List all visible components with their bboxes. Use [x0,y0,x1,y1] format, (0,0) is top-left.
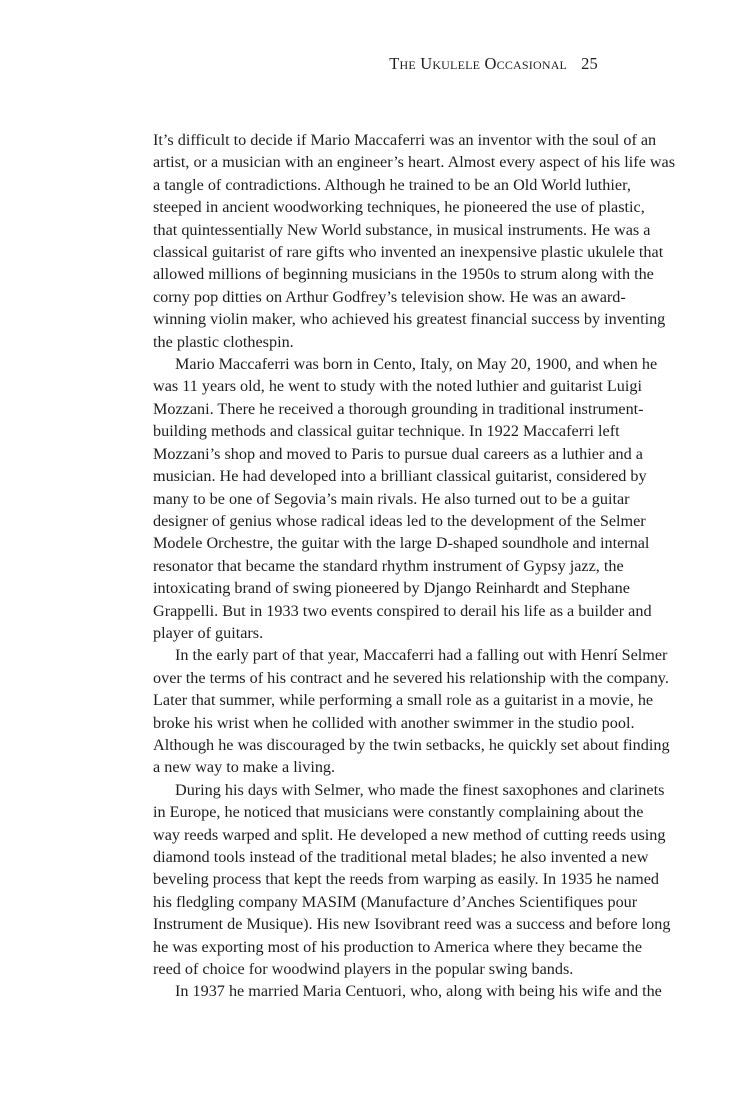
text-line: in Europe, he noticed that musicians were constantly complaining about the [153,803,644,822]
text-line: corny pop ditties on Arthur Godfrey’s television show. He was an award- [153,287,626,306]
text-line: winning violin maker, who achieved his greatest financial success by inventing [153,310,666,329]
body-text [131,129,676,1003]
text-line: intoxicating brand of swing pioneered by Django Reinhardt and Stephane [153,579,630,598]
text-line: Although he was discouraged by the twin setbacks, he quickly set about finding [153,735,670,754]
text-line: reed of choice for woodwind players in the popular swing bands. [153,960,574,979]
text-line: During his days with Selmer, who made the finest saxophones and clarinets [175,780,665,799]
text-line: It’s difficult to decide if Mario Maccaferri was an inventor with the soul of an [153,131,657,149]
text-line: Mozzani’s shop and moved to Paris to pursue dual careers as a luthier and a [153,444,643,463]
text-line: designer of genius whose radical ideas led to the development of the Selmer [153,511,646,530]
text-line: that quintessentially New World substance, in musical instruments. He was a [153,220,651,239]
text-line: many to be one of Segovia’s main rivals. He also turned out to be a guitar [153,489,630,508]
text-line: Mario Maccaferri was born in Cento, Italy, on May 20, 1900, and when he [175,355,658,374]
text-line: way reeds warped and split. He developed a new method of cutting reeds using [153,825,666,844]
text-line: over the terms of his contract and he severed his relationship with the company. [153,668,669,687]
text-line: broke his wrist when he collided with another swimmer in the studio pool. [153,713,635,732]
text-line: he was exporting most of his production to America where they became the [153,937,643,956]
text-line: a tangle of contradictions. Although he trained to be an Old World luthier, [153,175,631,194]
text-line: In 1937 he married Maria Centuori, who, along with being his wife and the [175,982,662,1001]
paragraph [131,980,662,1002]
text-line: beveling process that kept the reeds from warping as easily. In 1935 he named [153,870,660,889]
text-line: classical guitarist of rare gifts who invented an inexpensive plastic ukulele that [153,243,664,262]
paragraph [131,353,658,644]
paragraph [131,779,671,981]
text-line: building methods and classical guitar technique. In 1922 Maccaferri left [153,422,620,441]
running-head-title: The Ukulele Occasional [389,54,568,73]
text-line: his fledgling company MASIM (Manufacture d’Anches Scientifiques pour [153,892,638,911]
text-line: Later that summer, while performing a small role as a guitarist in a movie, he [153,691,654,710]
text-line: musician. He had developed into a brilliant classical guitarist, considered by [153,467,647,486]
text-line: Modele Orchestre, the guitar with the large D-shaped soundhole and internal [153,534,650,553]
text-line: steeped in ancient woodworking techniques, he pioneered the use of plastic, [153,198,645,217]
text-line: resonator that became the standard rhythm instrument of Gypsy jazz, the [153,556,624,575]
paragraph [131,644,670,778]
text-line: Mozzani. There he received a thorough grounding in traditional instrument- [153,399,644,418]
page-number: 25 [581,54,598,73]
text-line: allowed millions of beginning musicians in the 1950s to strum along with the [153,265,654,284]
running-head [389,54,598,74]
text-line: a new way to make a living. [153,758,336,777]
paragraph [131,129,676,353]
text-line: player of guitars. [153,623,264,642]
text-line: diamond tools instead of the traditional metal blades; he also invented a new [153,848,649,866]
text-line: In the early part of that year, Maccaferri had a falling out with Henrí Selmer [175,646,668,665]
text-line: was 11 years old, he went to study with the noted luthier and guitarist Luigi [153,377,642,396]
text-line: the plastic clothespin. [153,332,294,351]
text-line: artist, or a musician with an engineer’s heart. Almost every aspect of his life was [153,153,676,172]
text-line: Grappelli. But in 1933 two events conspired to derail his life as a builder and [153,601,652,620]
text-line: Instrument de Musique). His new Isovibrant reed was a success and before long [153,915,671,934]
